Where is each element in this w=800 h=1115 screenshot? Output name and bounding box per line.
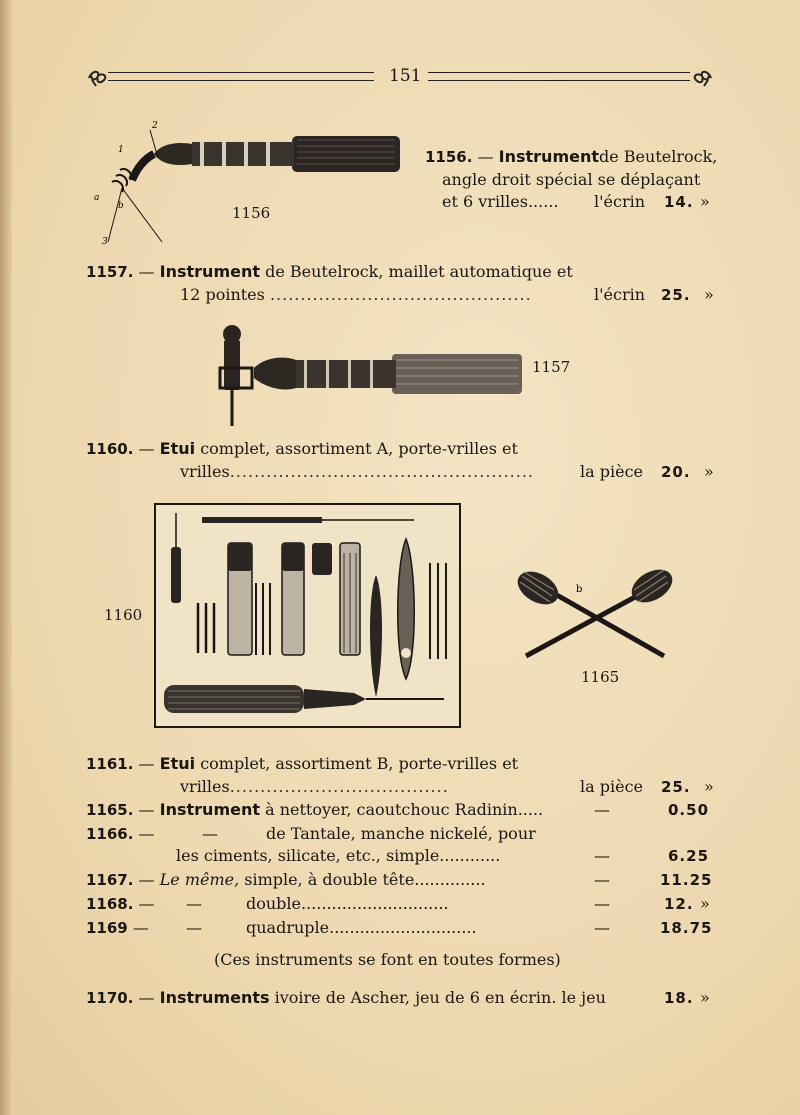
entry-1168-number: 1168.	[86, 895, 134, 913]
entry-1156-text1: de Beutelrock,	[599, 147, 718, 166]
entry-1167-price: 11.25	[660, 871, 713, 889]
entry-1168-text1: double.............................	[246, 894, 449, 913]
figure-1157-caption: 1157	[532, 358, 571, 376]
figure-1156-caption: 1156	[232, 204, 271, 222]
entry-1167-italic: Le même,	[159, 870, 240, 889]
entry-1160-line2	[180, 462, 534, 481]
entry-1168-dash: —	[138, 894, 155, 913]
entry-1160-line1	[86, 439, 518, 458]
entry-1161-line1	[86, 754, 518, 773]
entry-1161-title: Etui	[159, 754, 196, 773]
page-number: 151	[389, 66, 422, 86]
figure-1160-case	[154, 503, 462, 729]
entry-1160-dash: —	[138, 439, 155, 458]
figure-1165-caption: 1165	[581, 668, 620, 686]
entry-1157-unit: l'écrin	[594, 285, 646, 304]
entry-1168-price: 12.	[664, 895, 694, 913]
figure-1160-caption: 1160	[104, 606, 143, 624]
header-rule-right	[428, 72, 690, 81]
entry-1169-dash: —	[132, 918, 149, 937]
entry-1165-text1: à nettoyer, caoutchouc Radinin.....	[265, 800, 544, 819]
entry-1161-dots: ....................................	[229, 777, 449, 796]
entry-1167-line1	[86, 870, 486, 889]
entry-1160-text2: vrilles	[180, 462, 230, 481]
entry-1168-line1	[86, 894, 155, 913]
label-3: 3	[102, 237, 108, 247]
entry-1156-title: Instrument	[498, 147, 599, 166]
entry-1161-text1: complet, assortiment B, porte-vrilles et	[200, 754, 519, 773]
entry-1166-number: 1166.	[86, 825, 134, 843]
entry-1167-dash: —	[138, 870, 155, 889]
entry-1161-price: 25.	[661, 778, 691, 796]
entry-1165-title: Instrument	[159, 800, 260, 819]
entry-1161-text2: vrilles	[180, 777, 230, 796]
entry-1168-suffix: »	[700, 894, 710, 913]
entry-1165-dash: —	[138, 800, 155, 819]
figure-1156-handpiece	[92, 118, 407, 248]
entry-1161-suffix: »	[704, 777, 714, 796]
entry-1170-title: Instruments	[159, 988, 270, 1007]
entry-1170-number: 1170.	[86, 989, 134, 1007]
entry-1160-number: 1160.	[86, 440, 134, 458]
entry-1168-mark: —	[594, 894, 610, 913]
entry-1156-price: 14.	[664, 193, 694, 211]
entry-1169-line1	[86, 918, 149, 937]
entry-1170-price: 18.	[664, 989, 694, 1007]
entry-1166-mark: —	[594, 846, 610, 865]
label-b2: b	[576, 584, 583, 595]
entry-1169-ditto: —	[186, 918, 202, 937]
entry-1157-title: Instrument	[159, 262, 260, 281]
entry-1156-line2: angle droit spécial se déplaçant	[442, 170, 701, 189]
entry-1170-text1: ivoire de Ascher, jeu de 6 en écrin. le jeu	[274, 988, 606, 1007]
label-b: b	[118, 201, 124, 211]
entry-1160-dots: ..................................................	[229, 462, 535, 481]
entry-1166-text1: de Tantale, manche nickelé, pour	[266, 824, 536, 843]
entry-1161-unit: la pièce	[580, 777, 643, 796]
entry-1156-line3: et 6 vrilles......	[442, 192, 559, 211]
fleuron-left-icon	[86, 68, 110, 88]
entry-1156-dash: —	[477, 147, 494, 166]
entry-1166-dash: —	[138, 824, 155, 843]
entry-1157-price: 25.	[661, 286, 691, 304]
entry-1169-mark: —	[594, 918, 610, 937]
note: (Ces instruments se font en toutes formes)	[214, 950, 561, 969]
entry-1157-text2: 12 pointes	[180, 285, 265, 304]
entry-1157-number: 1157.	[86, 263, 134, 281]
label-a: a	[94, 193, 100, 203]
entry-1170-suffix: »	[700, 988, 710, 1007]
entry-1160-suffix: »	[704, 462, 714, 481]
entry-1169-price: 18.75	[660, 919, 713, 937]
entry-1157-line2	[180, 285, 532, 304]
entry-1166-line1	[86, 824, 155, 843]
entry-1166-ditto: —	[202, 824, 218, 843]
header-rule-left	[108, 72, 374, 81]
label-2: 2	[152, 121, 158, 131]
figure-1165-cleaners	[508, 560, 678, 670]
entry-1165-price: 0.50	[668, 801, 710, 819]
entry-1157-line1	[86, 262, 573, 281]
entry-1161-number: 1161.	[86, 755, 134, 773]
page-spine	[0, 0, 12, 1115]
entry-1160-text1: complet, assortiment A, porte-vrilles et	[200, 439, 518, 458]
entry-1167-number: 1167.	[86, 871, 134, 889]
entry-1157-suffix: »	[704, 285, 714, 304]
entry-1167-text1: simple, à double tête..............	[244, 870, 486, 889]
entry-1156-suffix: »	[700, 192, 710, 211]
entry-1157-dots: ...........................................	[269, 285, 532, 304]
entry-1165-number: 1165.	[86, 801, 134, 819]
entry-1156-number: 1156.	[425, 148, 473, 166]
entry-1161-line2	[180, 777, 449, 796]
entry-1160-price: 20.	[661, 463, 691, 481]
entry-1160-unit: la pièce	[580, 462, 643, 481]
entry-1156-unit: l'écrin	[594, 192, 646, 211]
entry-1165-mark: —	[594, 800, 610, 819]
entry-1166-line2: les ciments, silicate, etc., simple............	[176, 846, 501, 865]
entry-1169-number: 1169	[86, 919, 128, 937]
label-1: 1	[118, 145, 124, 155]
entry-1169-text1: quadruple.............................	[246, 918, 477, 937]
entry-1157-text1: de Beutelrock, maillet automatique et	[265, 262, 573, 281]
entry-1168-ditto: —	[186, 894, 202, 913]
entry-1165-line1	[86, 800, 543, 819]
fleuron-right-icon	[690, 68, 714, 88]
entry-1161-dash: —	[138, 754, 155, 773]
entry-1170-dash: —	[138, 988, 155, 1007]
figure-1157-mallet	[216, 322, 526, 430]
entry-1166-price: 6.25	[668, 847, 710, 865]
entry-1167-mark: —	[594, 870, 610, 889]
entry-1170-line1	[86, 988, 606, 1007]
entry-1157-dash: —	[138, 262, 155, 281]
entry-1160-title: Etui	[159, 439, 196, 458]
entry-1156-line1	[425, 147, 717, 166]
